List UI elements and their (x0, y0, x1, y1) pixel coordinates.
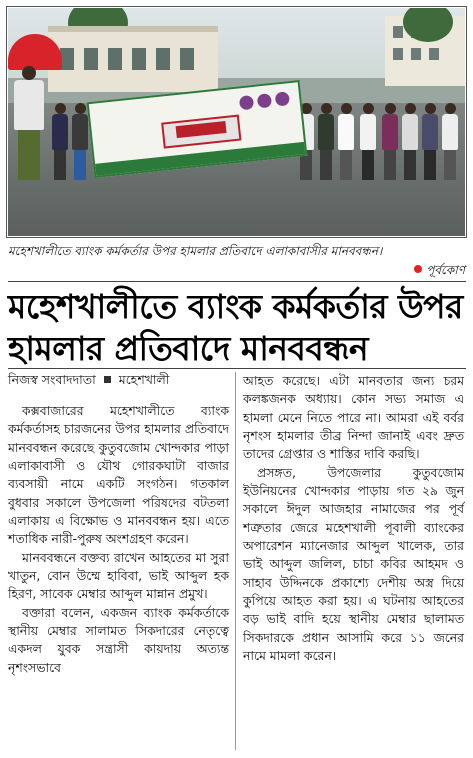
byline (8, 372, 169, 388)
headline-line-2: হামলার প্রতিবাদে মানববন্ধন (8, 329, 369, 368)
column-divider (235, 372, 236, 750)
photo-caption: মহেশখালীতে ব্যাংক কর্মকর্তার উপর হামলার প্রতিবাদে এলাকাবাসীর মানববন্ধন। (8, 244, 383, 258)
square-bullet-icon (104, 376, 111, 383)
article-column-right (243, 372, 464, 666)
headline-line-1: মহেশখালীতে ব্যাংক কর্মকর্তার উপর (8, 287, 463, 326)
divider (8, 368, 466, 369)
protest-photo (8, 8, 465, 236)
article-column-left (8, 402, 229, 677)
paragraph: বক্তারা বলেন, একজন ব্যাংক কর্মকর্তাকে স্থানীয় মেম্বার সালামত সিকদারের নেতৃত্বে একদল যুবক সন্ত্রাসী কায়দায় অত্যন্ত নৃশংসভাবে (8, 604, 229, 675)
paragraph: প্রসঙ্গত, উপজেলার কুতুবজোম ইউনিয়নের খোন্দকার পাড়ায় গত ২৯ জুন সকালে ঈদুল আজহার নামাজের পর পূর্ব শত্রুতার জেরে মহেশখালী পূবালী ব্যাংকের অপারেশন ম্যানেজার আব্দুল খালেক, তার ভাই আব্দুল জলিল, চাচা কবির আহমদ ও সাহাব উদ্দিনকে প্রকাশ্যে দেশীয় অস্ত্র দিয়ে কুপিয়ে আহত করা হয়। এ ঘটনায় আহতের বড় ভাই বাদি হয়ে স্থানীয় মেম্বার ছালামত সিকদারকে প্রধান আসামি করে ১১ জনের নামে মামলা করেন। (243, 464, 464, 664)
byline-source: নিজস্ব সংবাদদাতা (8, 372, 96, 387)
paragraph: মানববন্ধনে বক্তব্য রাখেন আহতের মা সুরা খাতুন, বোন উম্মে হাবিবা, ভাই আব্দুল হক হিরণ, সাবেক মেম্বার আব্দুল মান্নান প্রমুখ। (8, 549, 229, 602)
credit-label: পূর্বকোণ (426, 263, 465, 277)
headline (8, 286, 466, 370)
paragraph: আহত করেছে। এটা মানবতার জন্য চরম কলঙ্কজনক অধ্যায়। কোন সভ্য সমাজ এ হামলা মেনে নিতে পারে না। আমরা এই বর্বর নৃশংস হামলার তীব্র নিন্দা জানাই এবং দ্রুত তাদের গ্রেপ্তার ও শাস্তির দাবি করছি। (243, 373, 464, 462)
photo-credit (414, 261, 465, 279)
divider (8, 281, 466, 282)
paragraph: কক্সবাজারের মহেশখালীতে ব্যাংক কর্মকর্তাসহ চারজনের উপর হামলার প্রতিবাদে মানববন্ধন করেছে কুতুবজোম খোন্দকার পাড়া এলাকাবাসী ও যৌথ গোরকঘাটা বাজার ব্যবসায়ী নামে একটি সংগঠন। গতকাল বুধবার সকালে উপজেলা পরিষদের বটতলা এলাকায় এ বিক্ষোভ ও মানববন্ধন হয়। এতে শতাধিক নারী-পুরুষ অংশগ্রহণ করেন। (8, 403, 229, 547)
credit-dot-icon (414, 265, 422, 273)
byline-place: মহেশখালী (118, 372, 170, 387)
